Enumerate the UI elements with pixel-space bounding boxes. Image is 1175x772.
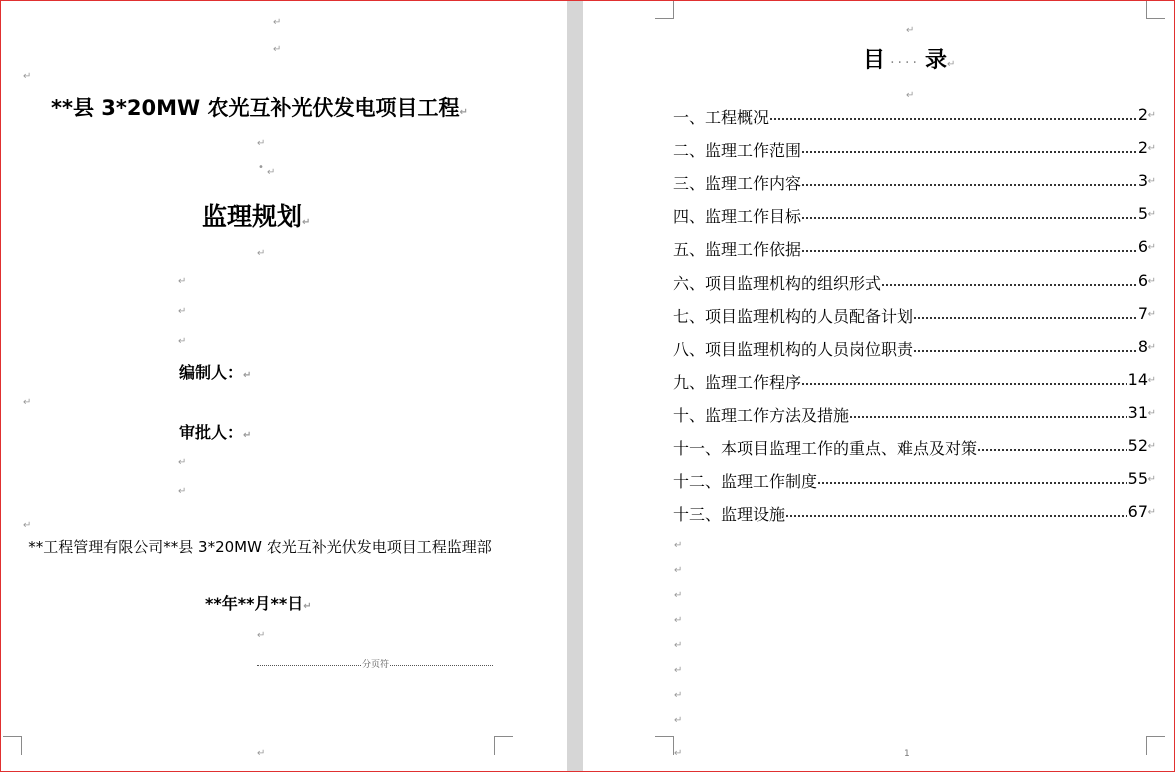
toc-entry-label: 十、监理工作方法及措施 xyxy=(673,403,850,426)
cover-date[interactable] xyxy=(205,591,312,614)
toc-entry-page: 2 xyxy=(1137,138,1148,157)
toc-entry-page: 5 xyxy=(1137,204,1148,223)
compiler-label-text: 编制人： xyxy=(179,363,244,382)
cover-subtitle[interactable] xyxy=(202,197,310,233)
toc-entry-label: 一、工程概况 xyxy=(673,105,770,128)
cover-title-text: **县 3*20MW 农光互补光伏发电项目工程 xyxy=(51,96,460,120)
toc-entry-page: 3 xyxy=(1137,171,1148,190)
toc-page xyxy=(583,1,1174,771)
paragraph-mark: ↵ xyxy=(1147,375,1156,386)
toc-entry-page: 6 xyxy=(1137,271,1148,290)
toc-entry-page: 2 xyxy=(1137,105,1148,124)
toc-entry-page: 7 xyxy=(1137,304,1148,323)
margin-corner-mark xyxy=(1146,736,1165,755)
paragraph-mark: ↵ xyxy=(674,748,683,759)
toc-entry[interactable] xyxy=(673,204,1156,226)
toc-entry-label: 十一、本项目监理工作的重点、难点及对策 xyxy=(673,436,978,459)
cover-subtitle-text: 监理规划 xyxy=(202,202,303,231)
paragraph-mark: ↵ xyxy=(674,565,683,576)
toc-entry-label: 十二、监理工作制度 xyxy=(673,469,818,492)
paragraph-mark: ↵ xyxy=(674,640,683,651)
paragraph-mark: ↵ xyxy=(267,167,276,178)
page-gutter xyxy=(567,1,583,771)
paragraph-mark: ↵ xyxy=(1147,110,1156,121)
toc-entry-label: 八、项目监理机构的人员岗位职责 xyxy=(673,337,914,360)
margin-corner-mark xyxy=(655,1,674,19)
paragraph-mark: ↵ xyxy=(23,520,32,531)
paragraph-mark: ↵ xyxy=(273,44,282,55)
paragraph-mark: ↵ xyxy=(1147,242,1156,253)
paragraph-mark: ↵ xyxy=(23,71,32,82)
approver-label-text: 审批人： xyxy=(179,423,244,442)
toc-entry[interactable] xyxy=(673,237,1156,259)
margin-corner-mark xyxy=(3,736,22,755)
margin-corner-mark xyxy=(494,736,513,755)
toc-entry-label: 三、监理工作内容 xyxy=(673,171,802,194)
toc-entry-label: 四、监理工作目标 xyxy=(673,204,802,227)
paragraph-mark: ↵ xyxy=(178,336,187,347)
toc-entry[interactable] xyxy=(673,436,1156,458)
paragraph-mark: ↵ xyxy=(906,90,915,101)
paragraph-mark: ↵ xyxy=(23,397,32,408)
paragraph-mark: ↵ xyxy=(243,430,252,441)
paragraph-mark: ↵ xyxy=(1147,441,1156,452)
paragraph-mark: ↵ xyxy=(1147,342,1156,353)
margin-corner-mark xyxy=(655,736,674,755)
toc-entry[interactable] xyxy=(673,403,1156,425)
toc-entry[interactable] xyxy=(673,502,1156,524)
page-number: 1 xyxy=(904,749,910,759)
toc-entry[interactable] xyxy=(673,271,1156,293)
toc-entry[interactable] xyxy=(673,469,1156,491)
toc-entry[interactable] xyxy=(673,138,1156,160)
toc-entry-page: 8 xyxy=(1137,337,1148,356)
toc-entry-label: 九、监理工作程序 xyxy=(673,370,802,393)
paragraph-mark: ↵ xyxy=(243,370,252,381)
paragraph-mark: ↵ xyxy=(257,748,266,759)
approver-label[interactable] xyxy=(179,420,251,443)
paragraph-mark: ↵ xyxy=(1147,276,1156,287)
toc-entry-page: 67 xyxy=(1127,502,1148,521)
toc-entry-page: 14 xyxy=(1127,370,1148,389)
paragraph-mark: ↵ xyxy=(257,138,266,149)
toc-entry-page: 52 xyxy=(1127,436,1148,455)
paragraph-mark: ↵ xyxy=(257,248,266,259)
compiler-label[interactable] xyxy=(179,360,251,383)
cover-page xyxy=(1,1,567,771)
paragraph-mark: ↵ xyxy=(906,25,915,36)
paragraph-mark: ↵ xyxy=(1147,507,1156,518)
toc-entry-page: 55 xyxy=(1127,469,1148,488)
toc-title[interactable] xyxy=(863,43,955,74)
toc-entry-label: 七、项目监理机构的人员配备计划 xyxy=(673,304,914,327)
cover-title[interactable] xyxy=(51,92,468,122)
paragraph-mark: ↵ xyxy=(178,457,187,468)
paragraph-mark: ↵ xyxy=(178,306,187,317)
paragraph-mark: ↵ xyxy=(1147,408,1156,419)
paragraph-mark: ↵ xyxy=(1147,309,1156,320)
toc-entry[interactable] xyxy=(673,370,1156,392)
page-break-label: 分页符 xyxy=(361,657,390,670)
paragraph-mark: ↵ xyxy=(674,615,683,626)
paragraph-mark: ↵ xyxy=(273,17,282,28)
cover-date-text: **年**月**日 xyxy=(205,594,304,613)
toc-entry-label: 十三、监理设施 xyxy=(673,502,786,525)
bullet-mark: • xyxy=(258,162,264,173)
paragraph-mark: ↵ xyxy=(257,630,266,641)
paragraph-mark: ↵ xyxy=(674,590,683,601)
paragraph-mark: ↵ xyxy=(674,715,683,726)
paragraph-mark: ↵ xyxy=(302,217,311,228)
paragraph-mark: ↵ xyxy=(674,690,683,701)
paragraph-mark: ↵ xyxy=(1147,474,1156,485)
paragraph-mark: ↵ xyxy=(1147,209,1156,220)
paragraph-mark: ↵ xyxy=(947,59,956,70)
toc-entry-label: 六、项目监理机构的组织形式 xyxy=(673,271,882,294)
toc-entry[interactable] xyxy=(673,337,1156,359)
paragraph-mark: ↵ xyxy=(178,486,187,497)
toc-title-right: 录 xyxy=(925,48,948,73)
margin-corner-mark xyxy=(1146,1,1165,19)
toc-title-dots: ···· xyxy=(890,55,920,71)
toc-entry-label: 五、监理工作依据 xyxy=(673,237,802,260)
toc-entry[interactable] xyxy=(673,171,1156,193)
paragraph-mark: ↵ xyxy=(178,276,187,287)
toc-entry[interactable] xyxy=(673,304,1156,326)
paragraph-mark: ↵ xyxy=(303,601,312,612)
paragraph-mark: ↵ xyxy=(1147,143,1156,154)
paragraph-mark: ↵ xyxy=(674,540,683,551)
paragraph-mark: ↵ xyxy=(459,107,468,118)
toc-entry-label: 二、监理工作范围 xyxy=(673,138,802,161)
paragraph-mark: ↵ xyxy=(1147,176,1156,187)
toc-entry-page: 6 xyxy=(1137,237,1148,256)
toc-entry[interactable] xyxy=(673,105,1156,127)
paragraph-mark: ↵ xyxy=(674,665,683,676)
toc-entry-page: 31 xyxy=(1127,403,1148,422)
company-name[interactable]: **工程管理有限公司**县 3*20MW 农光互补光伏发电项目工程监理部 xyxy=(28,538,492,556)
toc-title-left: 目 xyxy=(863,48,886,73)
